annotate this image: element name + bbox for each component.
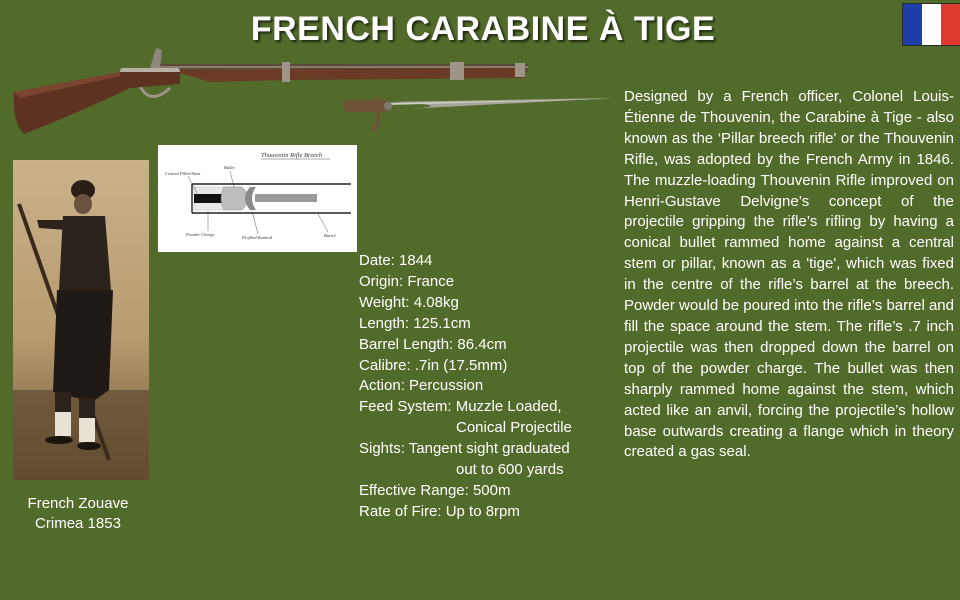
bayonet-image <box>326 92 616 138</box>
spec-feed-system: Feed System: Muzzle Loaded, <box>359 398 562 416</box>
diagram-title: Thouvenin Rifle Breech <box>261 152 323 159</box>
spec-date: Date: 1844 <box>359 252 433 269</box>
spec-weight: Weight: 4.08kg <box>359 293 459 311</box>
diagram-label-ramrod: Profiled Ramrod <box>242 235 273 240</box>
spec-calibre: Calibre: .7in (17.5mm) <box>359 356 508 374</box>
caption-line: French Zouave <box>27 495 129 512</box>
zouave-photo <box>13 160 149 480</box>
flag-stripe-blue <box>903 4 922 45</box>
spec-rate-of-fire: Rate of Fire: Up to 8rpm <box>359 502 520 520</box>
spec-feed-system-cont: Conical Projectile <box>456 419 572 437</box>
spec-barrel-length: Barrel Length: 86.4cm <box>359 335 507 353</box>
flag-stripe-white <box>922 4 941 45</box>
page-title: FRENCH CARABINE À TIGE <box>250 10 716 48</box>
diagram-label-bullet: Bullet <box>224 165 235 170</box>
specifications <box>359 251 611 523</box>
spec-origin: Origin: France <box>359 272 455 290</box>
diagram-label-powder: Powder Charge <box>186 232 215 237</box>
photo-caption <box>10 494 146 534</box>
flag-stripe-red <box>941 4 960 45</box>
diagram-label-barrel: Barrel <box>324 233 336 238</box>
caption-line: Crimea 1853 <box>35 515 121 532</box>
spec-sights: Sights: Tangent sight graduated <box>359 440 570 458</box>
description-text: Designed by a French officer, Colonel Louis-Étienne de Thouvenin, the Carabine à Tige - also known as the ‘Pillar breech rifle' or the Thouvenin Rifle, was adopted by the French Army in 1846. The muzzle-loading Thouvenin Rifle improved on Henri-Gustave Delvigne’s concept of the projectile gripping the rifle’s rifling by having a conical bullet rammed home against a central stem or pillar, known as a 'tige', which was fixed in the centre of the rifle’s barrel at the breech. Powder would be poured into the rifle’s barrel and fill the space around the stem. The rifle’s .7 inch projectile was then dropped down the barrel on top of the powder charge. The bullet was then sharply rammed home against the stem, which acted like an anvil, forcing the projectile’s hollow base outwards creating a flange which in theory created a gas seal. <box>624 88 954 461</box>
spec-action: Action: Percussion <box>359 377 484 395</box>
spec-effective-range: Effective Range: 500m <box>359 481 511 499</box>
spec-length: Length: 125.1cm <box>359 314 471 332</box>
spec-sights-cont: out to 600 yards <box>456 461 564 479</box>
breech-diagram <box>158 145 357 252</box>
french-flag-icon <box>902 3 960 46</box>
diagram-label-pillar: Central Pillar/Stem <box>165 171 201 176</box>
